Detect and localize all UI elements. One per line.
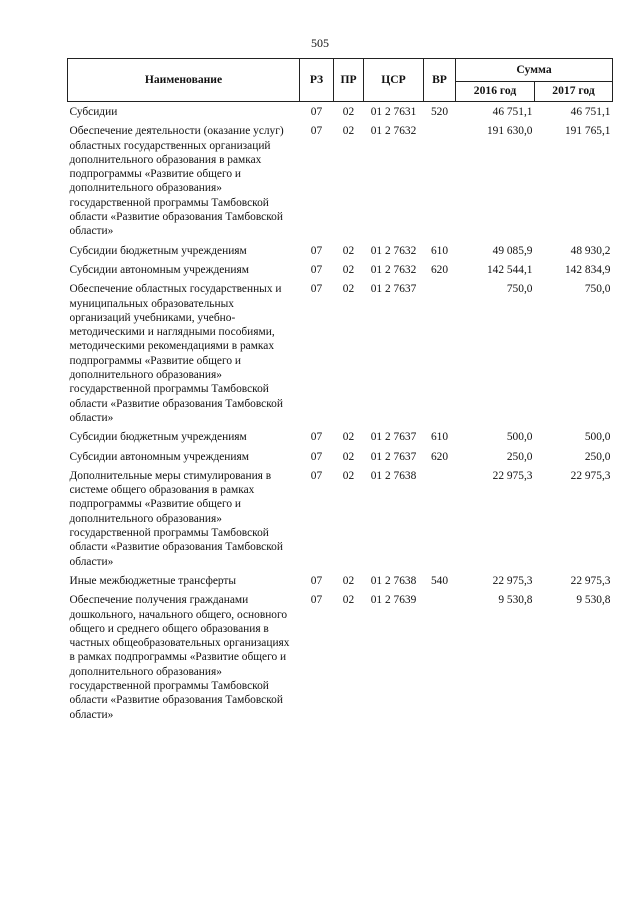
row-name: Субсидии автономным учреждениям: [69, 263, 249, 276]
table-row: [68, 574, 613, 593]
row-rz: 07: [310, 244, 323, 257]
row-vr: [424, 469, 456, 574]
row-csr: 01 2 7632: [370, 244, 417, 257]
row-csr: 01 2 7631: [370, 106, 417, 118]
header-name: Наименование: [68, 59, 300, 102]
row-rz: 07: [310, 106, 323, 118]
row-vr: [424, 593, 456, 727]
table-header: [68, 59, 613, 102]
page-number: 505: [311, 36, 329, 50]
row-pr: 02: [342, 125, 355, 138]
row-sum-2017: 9 530,8: [576, 594, 611, 607]
table-row: [68, 450, 613, 469]
row-csr: 01 2 7638: [370, 574, 417, 587]
table-row: [68, 244, 613, 263]
header-sum: Сумма: [456, 59, 613, 82]
row-sum-2017: 191 765,1: [564, 125, 611, 138]
row-sum-2016: 750,0: [506, 283, 533, 296]
row-vr: 540: [430, 574, 449, 587]
row-vr: 610: [430, 431, 449, 444]
table-body: [68, 102, 613, 727]
header-year-2017: 2017 год: [535, 82, 613, 102]
row-pr: 02: [342, 244, 355, 257]
row-csr: 01 2 7638: [370, 469, 417, 482]
row-vr: [424, 124, 456, 243]
row-vr: 620: [430, 450, 449, 463]
row-vr: 620: [430, 263, 449, 276]
row-sum-2016: 49 085,9: [492, 244, 533, 257]
row-sum-2016: 46 751,1: [492, 106, 533, 118]
row-rz: 07: [310, 283, 323, 296]
row-csr: 01 2 7637: [370, 431, 417, 444]
row-rz: 07: [310, 574, 323, 587]
row-sum-2017: 250,0: [584, 450, 611, 463]
row-vr: 610: [430, 244, 449, 257]
budget-table: [67, 58, 613, 727]
row-name: Обеспечение получения гражданами дошкольного, начального общего, основного общего и среднего общего образования в частных общеобразовательных организациях в рамках подпрограммы «Развитие общего и дополнительного образования» государственной программы Тамбовской области «Развитие образования Тамбовской области»: [69, 594, 290, 721]
row-sum-2017: 22 975,3: [570, 469, 611, 482]
row-rz: 07: [310, 431, 323, 444]
row-pr: 02: [342, 450, 355, 463]
row-sum-2017: 142 834,9: [564, 263, 611, 276]
table-row: [68, 282, 613, 430]
row-pr: 02: [342, 431, 355, 444]
header-rz: РЗ: [300, 59, 334, 102]
row-sum-2016: 22 975,3: [492, 574, 533, 587]
row-csr: 01 2 7637: [370, 283, 417, 296]
row-csr: 01 2 7637: [370, 450, 417, 463]
row-name: Субсидии бюджетным учреждениям: [69, 244, 247, 257]
row-sum-2016: 9 530,8: [498, 594, 533, 607]
row-vr: [424, 282, 456, 430]
row-sum-2016: 142 544,1: [486, 263, 533, 276]
row-csr: 01 2 7632: [370, 263, 417, 276]
table-row: [68, 430, 613, 449]
table-row: [68, 124, 613, 243]
row-vr: 520: [430, 106, 449, 118]
header-csr: ЦСР: [364, 59, 424, 102]
row-sum-2017: 48 930,2: [570, 244, 611, 257]
row-sum-2017: 750,0: [584, 283, 611, 296]
row-sum-2017: 22 975,3: [570, 574, 611, 587]
row-pr: 02: [342, 263, 355, 276]
row-pr: 02: [342, 574, 355, 587]
row-csr: 01 2 7639: [370, 594, 417, 607]
row-sum-2016: 250,0: [506, 450, 533, 463]
row-pr: 02: [342, 283, 355, 296]
row-pr: 02: [342, 594, 355, 607]
row-rz: 07: [310, 594, 323, 607]
row-rz: 07: [310, 125, 323, 138]
row-rz: 07: [310, 263, 323, 276]
header-vr: ВР: [424, 59, 456, 102]
table-row: [68, 593, 613, 727]
row-name: Субсидии бюджетным учреждениям: [69, 431, 247, 444]
row-pr: 02: [342, 469, 355, 482]
row-sum-2016: 22 975,3: [492, 469, 533, 482]
row-rz: 07: [310, 450, 323, 463]
row-sum-2017: 46 751,1: [570, 106, 611, 118]
table-row: [68, 469, 613, 574]
row-name: Обеспечение деятельности (оказание услуг) областных государственных организаций дополнительного образования в рамках подпрограммы «Развитие общего и дополнительного образования» государственной программы Тамбовской области «Развитие образования Тамбовской области»: [69, 125, 284, 238]
row-pr: 02: [342, 106, 355, 118]
row-name: Обеспечение областных государственных и муниципальных образовательных организаций учебниками, учебно-методическими и наглядными пособиями, методическими рекомендациями в рамках подпрограммы «Развитие общего и дополнительного образования» государственной программы Тамбовской области «Развитие образования Тамбовской области»: [69, 283, 283, 424]
table-row: [68, 263, 613, 282]
row-name: Иные межбюджетные трансферты: [69, 574, 237, 587]
row-name: Дополнительные меры стимулирования в системе общего образования в рамках подпрограммы «Развитие общего и дополнительного образования» государственной программы Тамбовской области «Развитие образования Тамбовской области»: [69, 469, 283, 568]
table-row: [68, 102, 613, 125]
row-rz: 07: [310, 469, 323, 482]
row-sum-2017: 500,0: [584, 431, 611, 444]
row-sum-2016: 191 630,0: [486, 125, 533, 138]
header-year-2016: 2016 год: [456, 82, 535, 102]
row-csr: 01 2 7632: [370, 125, 417, 138]
header-pr: ПР: [334, 59, 364, 102]
row-sum-2016: 500,0: [506, 431, 533, 444]
row-name: Субсидии: [69, 106, 118, 118]
row-name: Субсидии автономным учреждениям: [69, 450, 249, 463]
